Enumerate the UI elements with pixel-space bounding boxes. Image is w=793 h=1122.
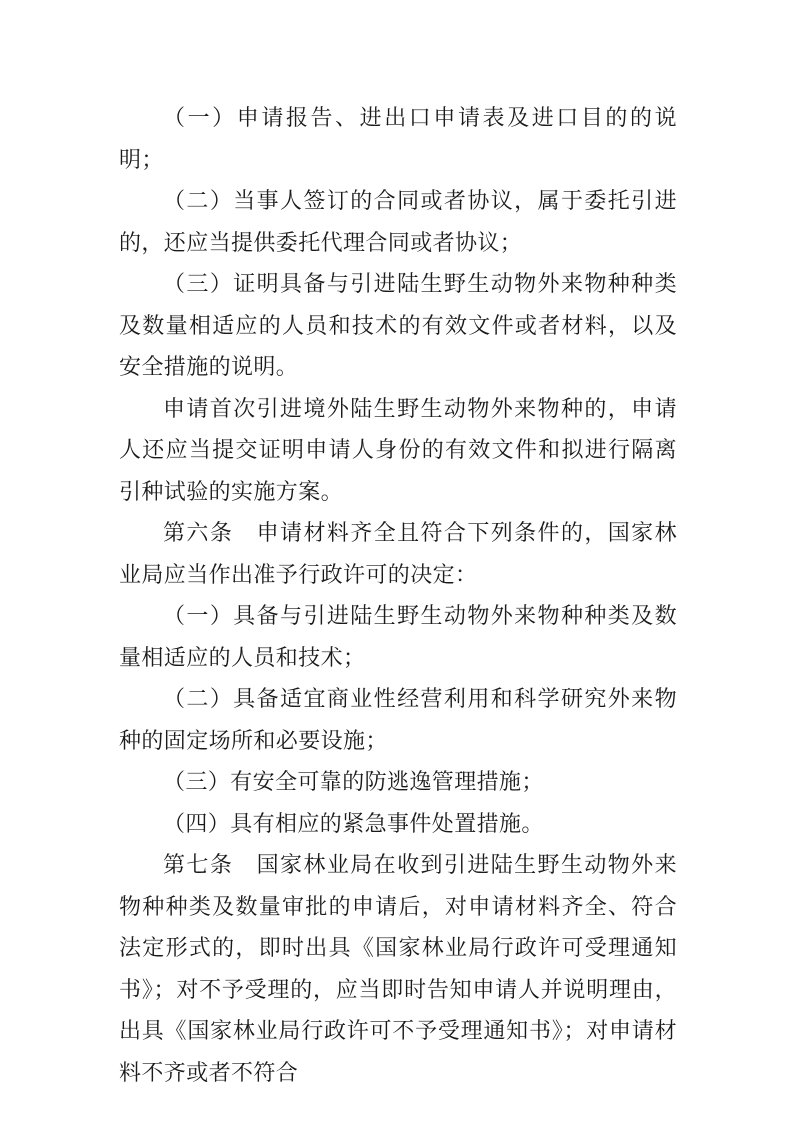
paragraph-item-1: （一）申请报告、进出口申请表及进口目的的说明；: [119, 106, 677, 173]
article-6-item-4: （四）具有相应的紧急事件处置措施。: [163, 811, 544, 837]
article-6-item-2: （二）具备适宜商业性经营利用和科学研究外来物种的固定场所和必要设施；: [119, 687, 677, 754]
paragraph-item-3: （三）证明具备与引进陆生野生动物外来物种种类及数量相适应的人员和技术的有效文件或者材料，以及安全措施的说明。: [119, 272, 677, 380]
paragraph-item-2: （二）当事人签订的合同或者协议，属于委托引进的，还应当提供委托代理合同或者协议；: [119, 189, 677, 256]
article-6-item-3: （三）有安全可靠的防逃逸管理措施；: [163, 770, 544, 795]
article-6-item-1: （一）具备与引进陆生野生动物外来物种种类及数量相适应的人员和技术；: [119, 604, 677, 671]
document-body: [119, 98, 677, 1094]
article-6: 第六条 申请材料齐全且符合下列条件的，国家林业局应当作出准予行政许可的决定：: [119, 521, 677, 588]
article-7: 第七条 国家林业局在收到引进陆生野生动物外来物种种类及数量审批的申请后，对申请材料齐全、符合法定形式的，即时出具《国家林业局行政许可受理通知书》；对不予受理的，应当即时告知申请人并说明理由，出具《国家林业局行政许可不予受理通知书》；对申请材料不齐或者不符合: [119, 853, 677, 1086]
paragraph-first-import: 申请首次引进境外陆生野生动物外来物种的，申请人还应当提交证明申请人身份的有效文件和拟进行隔离引种试验的实施方案。: [119, 396, 677, 505]
